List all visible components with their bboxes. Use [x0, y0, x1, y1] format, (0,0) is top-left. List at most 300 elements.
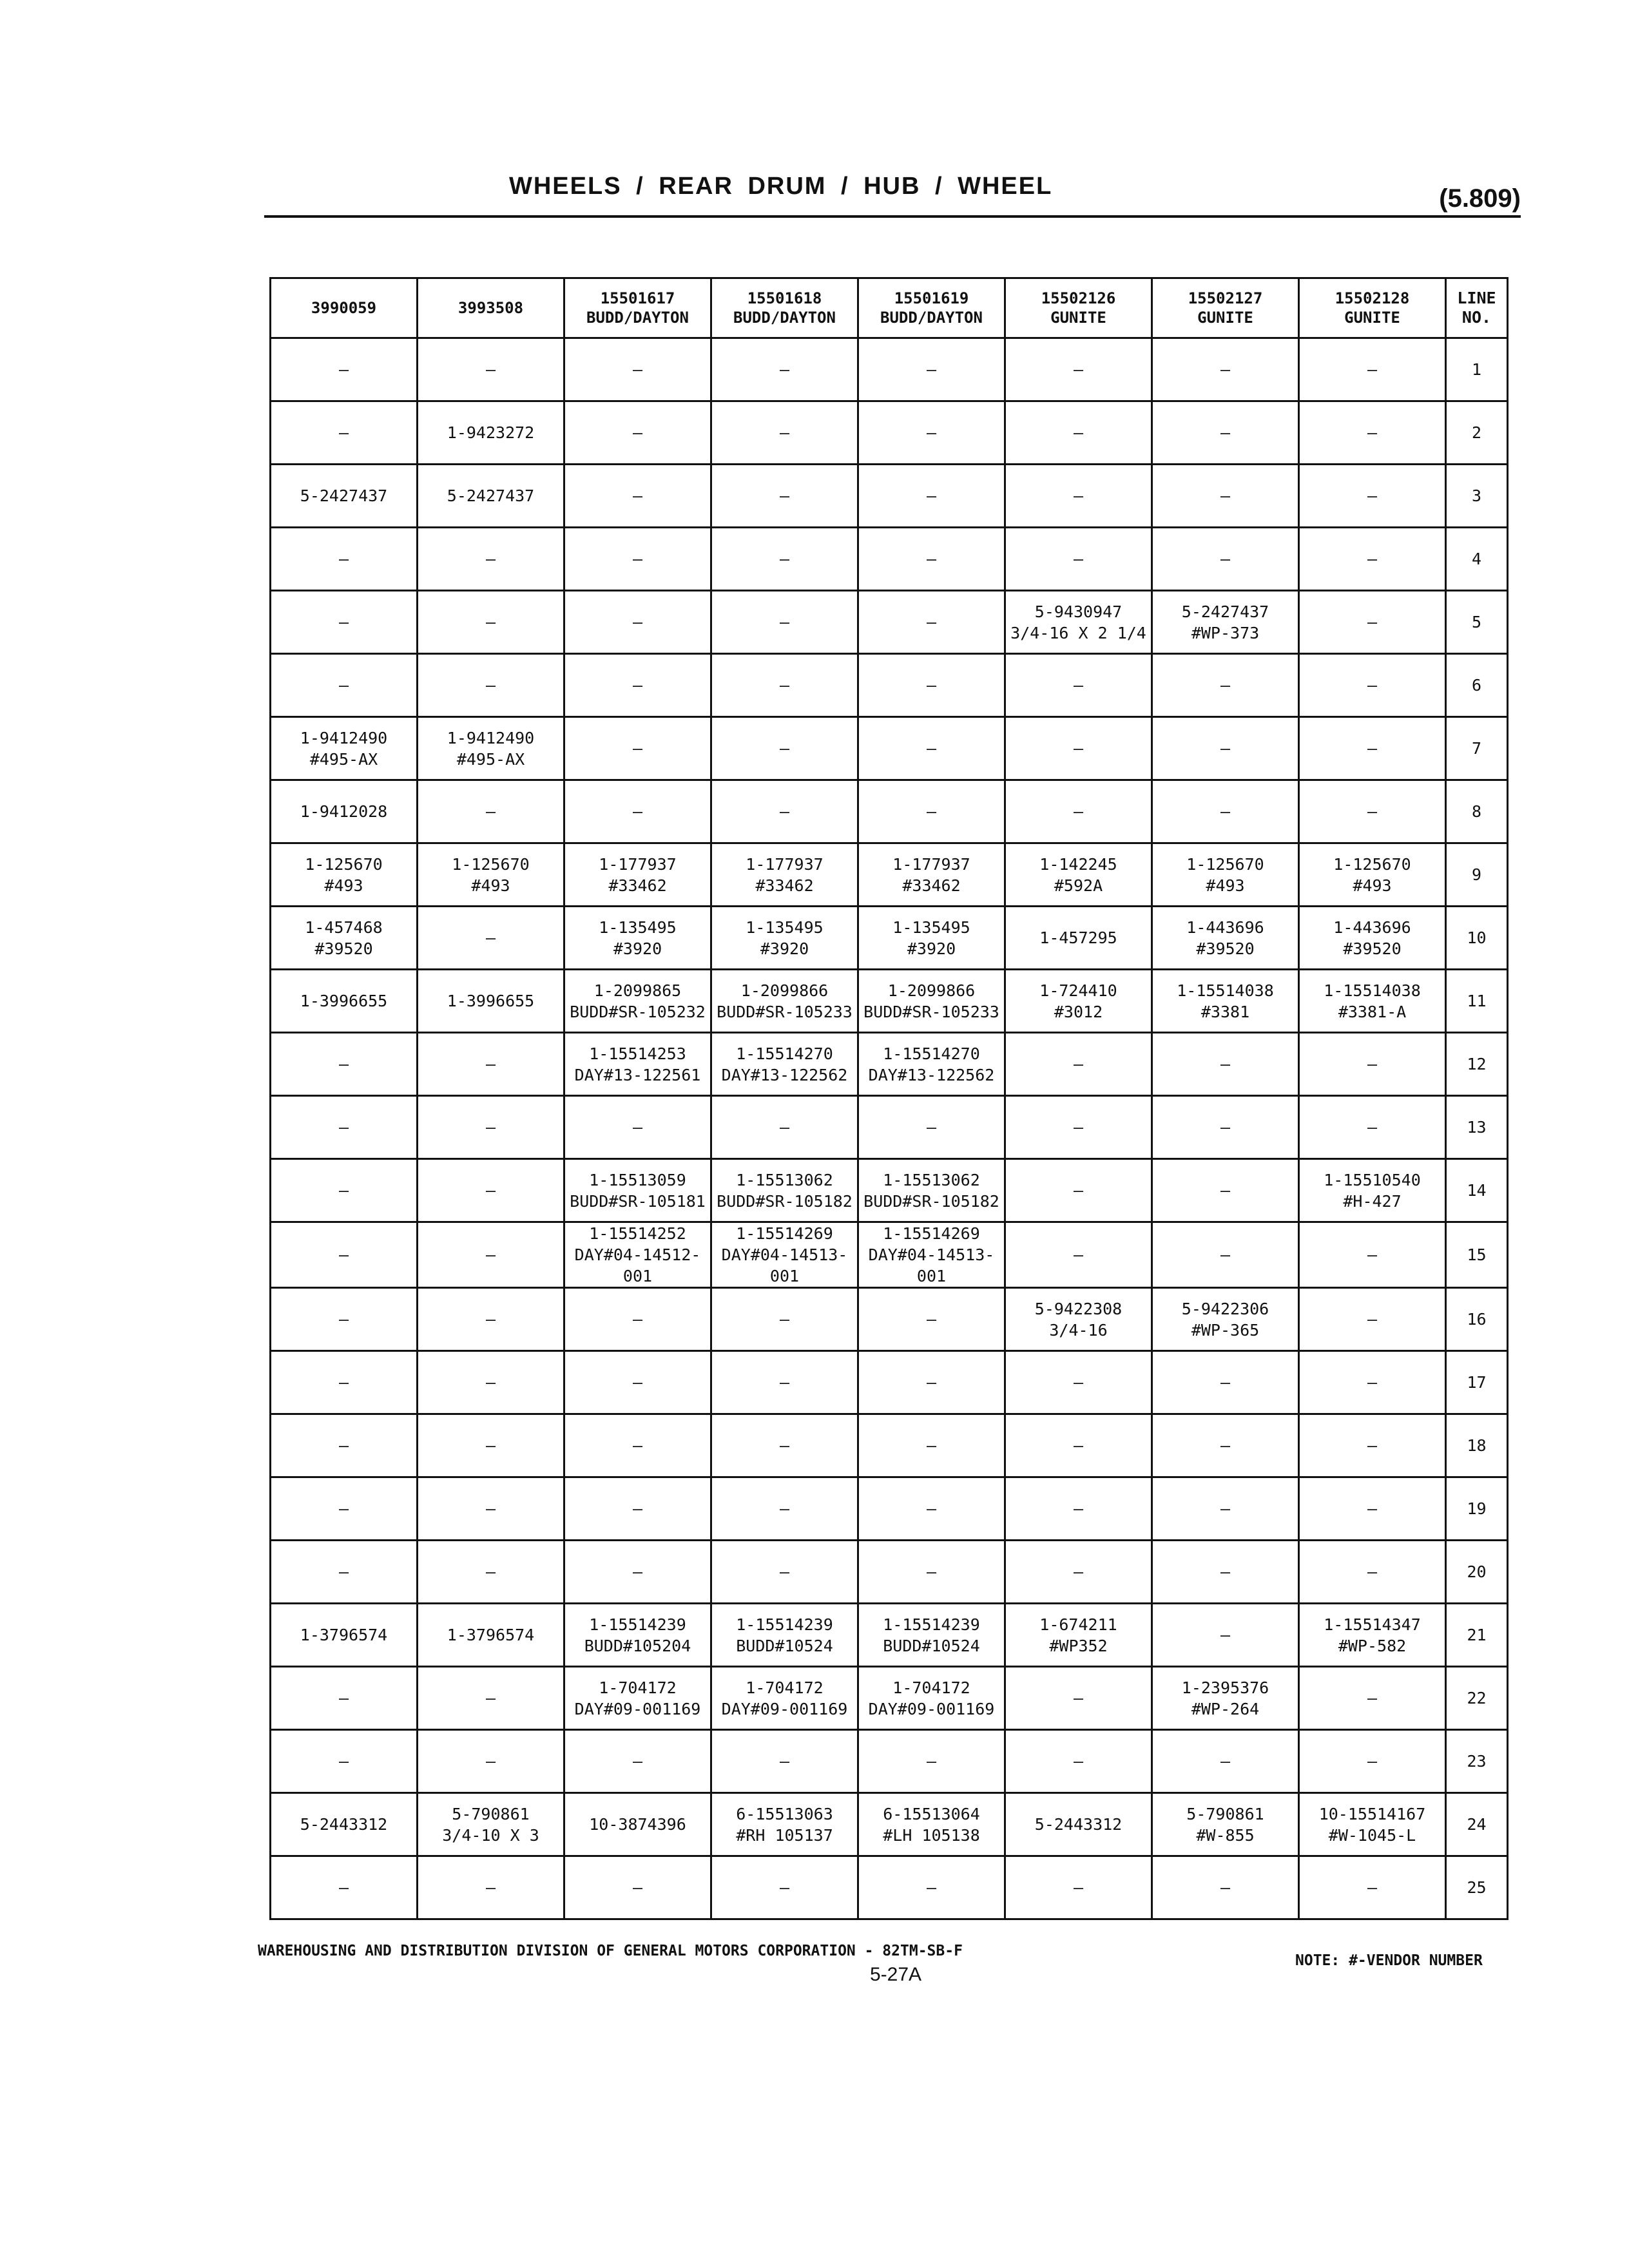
- table-cell: [1152, 1541, 1299, 1604]
- part-text: #33462: [755, 876, 814, 895]
- part-text: 1-15514239: [589, 1615, 686, 1634]
- part-text: 10-3874396: [589, 1815, 686, 1834]
- empty-dash: —: [338, 360, 349, 379]
- empty-dash: —: [779, 423, 790, 442]
- table-cell: [1152, 1414, 1299, 1477]
- part-text: 1-15514270: [883, 1044, 980, 1063]
- table-cell: [418, 1667, 564, 1730]
- part-text: 1-9412490: [300, 728, 388, 747]
- table-row: [271, 465, 1508, 528]
- line-number: 15: [1446, 1222, 1508, 1288]
- line-number: 5: [1446, 591, 1508, 654]
- empty-dash: —: [779, 360, 790, 379]
- empty-dash: —: [1073, 676, 1084, 695]
- table-cell: [1152, 1222, 1299, 1288]
- table-cell: [1152, 1730, 1299, 1793]
- part-text: BUDD#10524: [883, 1636, 980, 1655]
- empty-dash: —: [338, 423, 349, 442]
- part-text: DAY#09-001169: [868, 1699, 995, 1718]
- table-cell: [1299, 1288, 1446, 1351]
- part-text: #3381-A: [1338, 1002, 1407, 1021]
- empty-dash: —: [1073, 1373, 1084, 1392]
- part-text: 1-125670: [305, 854, 383, 874]
- table-cell: [1005, 1667, 1152, 1730]
- empty-dash: —: [338, 1310, 349, 1329]
- part-text: DAY#13-122562: [868, 1065, 995, 1084]
- table-cell: [858, 1033, 1005, 1096]
- table-cell: [564, 528, 711, 591]
- table-row: [271, 970, 1508, 1033]
- line-header-text: NO.: [1461, 308, 1492, 327]
- part-text: 1-3796574: [447, 1626, 535, 1644]
- table-cell: [271, 654, 418, 717]
- empty-dash: —: [926, 802, 937, 821]
- table-cell: [271, 780, 418, 843]
- table-cell: [418, 654, 564, 717]
- empty-dash: —: [1367, 739, 1378, 758]
- column-header: [271, 278, 418, 338]
- part-text: 1-15513062: [736, 1170, 833, 1189]
- part-text: #592A: [1054, 876, 1103, 895]
- table-cell: [711, 1667, 858, 1730]
- part-text: BUDD#SR-105232: [570, 1002, 706, 1021]
- empty-dash: —: [485, 1689, 496, 1707]
- table-row: [271, 907, 1508, 970]
- empty-dash: —: [926, 1310, 937, 1329]
- table-cell: [1299, 1033, 1446, 1096]
- page-number: 5-27A: [870, 1964, 922, 1985]
- table-cell: [1005, 1604, 1152, 1667]
- table-cell: [1152, 780, 1299, 843]
- part-text: 1-704172: [892, 1678, 970, 1697]
- table-row: [271, 1096, 1508, 1159]
- empty-dash: —: [1367, 423, 1378, 442]
- page-header: [264, 169, 1521, 220]
- empty-dash: —: [632, 1562, 643, 1581]
- header-rule: [264, 215, 1521, 218]
- empty-dash: —: [485, 1436, 496, 1455]
- part-text: 6-15513063: [736, 1804, 833, 1823]
- empty-dash: —: [632, 550, 643, 568]
- table-cell: [858, 1288, 1005, 1351]
- table-cell: [711, 465, 858, 528]
- table-cell: [1005, 1477, 1152, 1541]
- column-part-number: 15501618: [747, 289, 822, 307]
- part-text: 5-9422306: [1181, 1299, 1269, 1318]
- empty-dash: —: [779, 802, 790, 821]
- table-cell: [1299, 528, 1446, 591]
- table-cell: [1152, 907, 1299, 970]
- empty-dash: —: [1220, 1626, 1231, 1644]
- line-number: 3: [1446, 465, 1508, 528]
- table-cell: [418, 970, 564, 1033]
- empty-dash: —: [1220, 1752, 1231, 1771]
- part-text: BUDD#SR-105233: [717, 1002, 853, 1021]
- empty-dash: —: [338, 1878, 349, 1897]
- part-text: 6-15513064: [883, 1804, 980, 1823]
- part-text: #WP-365: [1191, 1320, 1260, 1340]
- empty-dash: —: [1073, 486, 1084, 505]
- table-cell: [858, 654, 1005, 717]
- table-cell: [418, 1856, 564, 1919]
- empty-dash: —: [1220, 1373, 1231, 1392]
- part-text: #39520: [314, 939, 373, 958]
- empty-dash: —: [1220, 1245, 1231, 1264]
- table-cell: [271, 717, 418, 780]
- part-text: #3920: [613, 939, 662, 958]
- empty-dash: —: [338, 1499, 349, 1518]
- table-cell: [271, 1159, 418, 1222]
- line-number: 6: [1446, 654, 1508, 717]
- part-text: 1-177937: [746, 854, 824, 874]
- table-row: [271, 1414, 1508, 1477]
- table-row: [271, 1541, 1508, 1604]
- empty-dash: —: [1367, 1752, 1378, 1771]
- table-cell: [1299, 1604, 1446, 1667]
- part-text: 5-2427437: [447, 486, 535, 505]
- table-cell: [1005, 970, 1152, 1033]
- table-cell: [271, 1222, 418, 1288]
- part-text: #WP352: [1049, 1636, 1108, 1655]
- table-cell: [858, 1604, 1005, 1667]
- table-cell: [271, 528, 418, 591]
- table-cell: [1005, 1414, 1152, 1477]
- table-cell: [711, 1096, 858, 1159]
- part-text: #33462: [902, 876, 961, 895]
- part-text: 1-125670: [1186, 854, 1264, 874]
- part-text: 5-2427437: [300, 486, 388, 505]
- table-cell: [1299, 401, 1446, 465]
- part-text: BUDD#SR-105182: [717, 1191, 853, 1211]
- table-cell: [564, 654, 711, 717]
- line-number: 10: [1446, 907, 1508, 970]
- empty-dash: —: [632, 1118, 643, 1137]
- table-cell: [1005, 1541, 1152, 1604]
- table-cell: [564, 1730, 711, 1793]
- empty-dash: —: [338, 1373, 349, 1392]
- table-cell: [1299, 1159, 1446, 1222]
- empty-dash: —: [779, 1752, 790, 1771]
- table-cell: [1152, 970, 1299, 1033]
- column-header: [711, 278, 858, 338]
- table-cell: [418, 1793, 564, 1856]
- part-text: 1-443696: [1333, 918, 1411, 937]
- empty-dash: —: [1073, 1436, 1084, 1455]
- table-row: [271, 528, 1508, 591]
- part-text: 1-177937: [892, 854, 970, 874]
- empty-dash: —: [632, 613, 643, 631]
- part-text: 1-15514270: [736, 1044, 833, 1063]
- empty-dash: —: [1367, 1689, 1378, 1707]
- empty-dash: —: [338, 1118, 349, 1137]
- table-cell: [271, 1033, 418, 1096]
- part-text: 5-790861: [452, 1804, 530, 1823]
- table-cell: [1152, 1667, 1299, 1730]
- table-cell: [711, 843, 858, 907]
- table-cell: [1005, 1159, 1152, 1222]
- empty-dash: —: [926, 1118, 937, 1137]
- table-cell: [1299, 1667, 1446, 1730]
- part-text: #39520: [1343, 939, 1402, 958]
- table-cell: [1005, 465, 1152, 528]
- part-text: 1-15514347: [1324, 1615, 1421, 1634]
- table-cell: [564, 1159, 711, 1222]
- part-text: BUDD#SR-105181: [570, 1191, 706, 1211]
- empty-dash: —: [1073, 1562, 1084, 1581]
- empty-dash: —: [926, 613, 937, 631]
- part-text: #3381: [1200, 1002, 1250, 1021]
- empty-dash: —: [1367, 1499, 1378, 1518]
- table-cell: [711, 1222, 858, 1288]
- table-cell: [1152, 1351, 1299, 1414]
- part-text: 1-135495: [599, 918, 677, 937]
- empty-dash: —: [926, 1562, 937, 1581]
- empty-dash: —: [1220, 423, 1231, 442]
- empty-dash: —: [632, 1752, 643, 1771]
- part-text: 1-15514253: [589, 1044, 686, 1063]
- part-text: 1-15514038: [1324, 981, 1421, 1000]
- table-cell: [271, 1667, 418, 1730]
- table-cell: [1005, 1222, 1152, 1288]
- part-text: BUDD#SR-105182: [863, 1191, 999, 1211]
- empty-dash: —: [1073, 1689, 1084, 1707]
- empty-dash: —: [926, 423, 937, 442]
- table-row: [271, 338, 1508, 401]
- empty-dash: —: [1220, 486, 1231, 505]
- part-text: #WP-373: [1191, 623, 1260, 642]
- table-cell: [418, 1604, 564, 1667]
- empty-dash: —: [779, 486, 790, 505]
- table-cell: [1005, 1793, 1152, 1856]
- part-text: #WP-582: [1338, 1636, 1407, 1655]
- column-vendor: BUDD/DAYTON: [733, 309, 836, 327]
- table-cell: [564, 1033, 711, 1096]
- empty-dash: —: [779, 1310, 790, 1329]
- empty-dash: —: [1073, 1752, 1084, 1771]
- table-cell: [564, 1793, 711, 1856]
- line-header-text: LINE: [1457, 289, 1496, 307]
- empty-dash: —: [632, 1373, 643, 1392]
- empty-dash: —: [485, 1562, 496, 1581]
- table-cell: [418, 1414, 564, 1477]
- part-text: 5-2443312: [300, 1815, 388, 1834]
- table-cell: [1152, 528, 1299, 591]
- part-text: DAY#09-001169: [721, 1699, 848, 1718]
- table-cell: [1152, 1477, 1299, 1541]
- line-number: 19: [1446, 1477, 1508, 1541]
- table-cell: [1005, 843, 1152, 907]
- part-text: #RH 105137: [736, 1825, 833, 1845]
- part-text: #W-855: [1196, 1825, 1255, 1845]
- table-cell: [418, 1730, 564, 1793]
- empty-dash: —: [632, 802, 643, 821]
- empty-dash: —: [926, 739, 937, 758]
- table-row: [271, 1033, 1508, 1096]
- table-row: [271, 1222, 1508, 1288]
- part-text: 1-9423272: [447, 423, 535, 442]
- part-text: #W-1045-L: [1328, 1825, 1416, 1845]
- part-text: 10-15514167: [1318, 1804, 1426, 1823]
- table-cell: [1299, 1096, 1446, 1159]
- part-text: DAY#13-122561: [574, 1065, 701, 1084]
- part-text: 3/4-10 X 3: [442, 1825, 539, 1845]
- line-number: 2: [1446, 401, 1508, 465]
- column-vendor: GUNITE: [1197, 309, 1253, 327]
- empty-dash: —: [338, 1689, 349, 1707]
- line-number: 22: [1446, 1667, 1508, 1730]
- table-cell: [858, 465, 1005, 528]
- table-cell: [711, 1288, 858, 1351]
- empty-dash: —: [779, 739, 790, 758]
- part-text: 1-135495: [892, 918, 970, 937]
- table-cell: [564, 970, 711, 1033]
- empty-dash: —: [632, 739, 643, 758]
- column-part-number: 3993508: [458, 299, 524, 317]
- empty-dash: —: [1367, 360, 1378, 379]
- table-cell: [564, 1541, 711, 1604]
- table-cell: [858, 1730, 1005, 1793]
- empty-dash: —: [1367, 802, 1378, 821]
- table-cell: [1299, 465, 1446, 528]
- empty-dash: —: [1367, 1118, 1378, 1137]
- table-cell: [1152, 843, 1299, 907]
- footer-division: WAREHOUSING AND DISTRIBUTION DIVISION OF GENERAL MOTORS CORPORATION - 82TM-SB-F: [258, 1943, 963, 1959]
- part-text: #493: [1353, 876, 1392, 895]
- table-cell: [1152, 1033, 1299, 1096]
- column-header: [1299, 278, 1446, 338]
- table-cell: [1152, 338, 1299, 401]
- table-cell: [858, 907, 1005, 970]
- line-number: 4: [1446, 528, 1508, 591]
- empty-dash: —: [338, 676, 349, 695]
- table-row: [271, 1159, 1508, 1222]
- part-text: 1-9412028: [300, 802, 388, 821]
- table-cell: [858, 1793, 1005, 1856]
- table-cell: [271, 1351, 418, 1414]
- empty-dash: —: [485, 360, 496, 379]
- table-cell: [858, 528, 1005, 591]
- table-cell: [1005, 1351, 1152, 1414]
- part-text: 1-15514269: [883, 1224, 980, 1243]
- part-text: 1-15510540: [1324, 1170, 1421, 1189]
- table-cell: [1299, 780, 1446, 843]
- table-row: [271, 843, 1508, 907]
- part-text: 1-2099866: [887, 981, 976, 1000]
- table-cell: [711, 401, 858, 465]
- table-cell: [1299, 1222, 1446, 1288]
- table-cell: [1299, 1414, 1446, 1477]
- part-text: 1-125670: [452, 854, 530, 874]
- empty-dash: —: [926, 1499, 937, 1518]
- part-text: 1-3996655: [300, 992, 388, 1010]
- empty-dash: —: [779, 1562, 790, 1581]
- column-part-number: 15502127: [1188, 289, 1263, 307]
- table-row: [271, 780, 1508, 843]
- empty-dash: —: [632, 486, 643, 505]
- empty-dash: —: [779, 676, 790, 695]
- page-title: WHEELS / REAR DRUM / HUB / WHEEL: [509, 173, 1053, 200]
- table-cell: [1299, 1856, 1446, 1919]
- line-number: 8: [1446, 780, 1508, 843]
- table-cell: [711, 1604, 858, 1667]
- column-part-number: 15501617: [600, 289, 675, 307]
- table-header-row: [271, 278, 1508, 338]
- line-number: 9: [1446, 843, 1508, 907]
- table-cell: [564, 1856, 711, 1919]
- line-number: 24: [1446, 1793, 1508, 1856]
- table-row: [271, 401, 1508, 465]
- empty-dash: —: [485, 1878, 496, 1897]
- table-cell: [564, 591, 711, 654]
- part-text: BUDD#10524: [736, 1636, 833, 1655]
- table-cell: [418, 591, 564, 654]
- table-cell: [1299, 970, 1446, 1033]
- part-text: DAY#04-14513-001: [721, 1245, 848, 1285]
- empty-dash: —: [1073, 1055, 1084, 1073]
- part-text: #493: [324, 876, 363, 895]
- part-text: 1-15514239: [883, 1615, 980, 1634]
- empty-dash: —: [1073, 802, 1084, 821]
- part-text: 1-135495: [746, 918, 824, 937]
- table-row: [271, 654, 1508, 717]
- table-cell: [271, 1604, 418, 1667]
- empty-dash: —: [1367, 613, 1378, 631]
- table-cell: [1299, 591, 1446, 654]
- line-number: 7: [1446, 717, 1508, 780]
- part-text: 1-177937: [599, 854, 677, 874]
- table-cell: [271, 1414, 418, 1477]
- table-cell: [418, 1096, 564, 1159]
- empty-dash: —: [485, 676, 496, 695]
- empty-dash: —: [338, 1055, 349, 1073]
- empty-dash: —: [779, 1878, 790, 1897]
- table-cell: [418, 1477, 564, 1541]
- table-cell: [1005, 1730, 1152, 1793]
- table-row: [271, 1604, 1508, 1667]
- table-cell: [418, 843, 564, 907]
- table-cell: [271, 907, 418, 970]
- empty-dash: —: [1073, 739, 1084, 758]
- empty-dash: —: [485, 1310, 496, 1329]
- table-cell: [564, 1604, 711, 1667]
- line-number: 14: [1446, 1159, 1508, 1222]
- empty-dash: —: [926, 550, 937, 568]
- table-cell: [711, 1159, 858, 1222]
- empty-dash: —: [338, 550, 349, 568]
- column-header: [564, 278, 711, 338]
- empty-dash: —: [338, 1181, 349, 1200]
- table-cell: [564, 465, 711, 528]
- table-cell: [418, 1033, 564, 1096]
- part-text: 5-2427437: [1181, 602, 1269, 621]
- part-text: #33462: [608, 876, 667, 895]
- table-cell: [1005, 338, 1152, 401]
- table-cell: [271, 401, 418, 465]
- table-cell: [1005, 591, 1152, 654]
- empty-dash: —: [485, 1499, 496, 1518]
- empty-dash: —: [1220, 550, 1231, 568]
- part-text: 1-15514252: [589, 1224, 686, 1243]
- table-cell: [271, 465, 418, 528]
- part-text: 1-142245: [1039, 854, 1117, 874]
- table-cell: [564, 780, 711, 843]
- part-text: 5-9422308: [1034, 1299, 1123, 1318]
- table-cell: [418, 1159, 564, 1222]
- table-cell: [564, 1414, 711, 1477]
- line-number-header: [1446, 278, 1508, 338]
- empty-dash: —: [338, 1436, 349, 1455]
- table-cell: [418, 338, 564, 401]
